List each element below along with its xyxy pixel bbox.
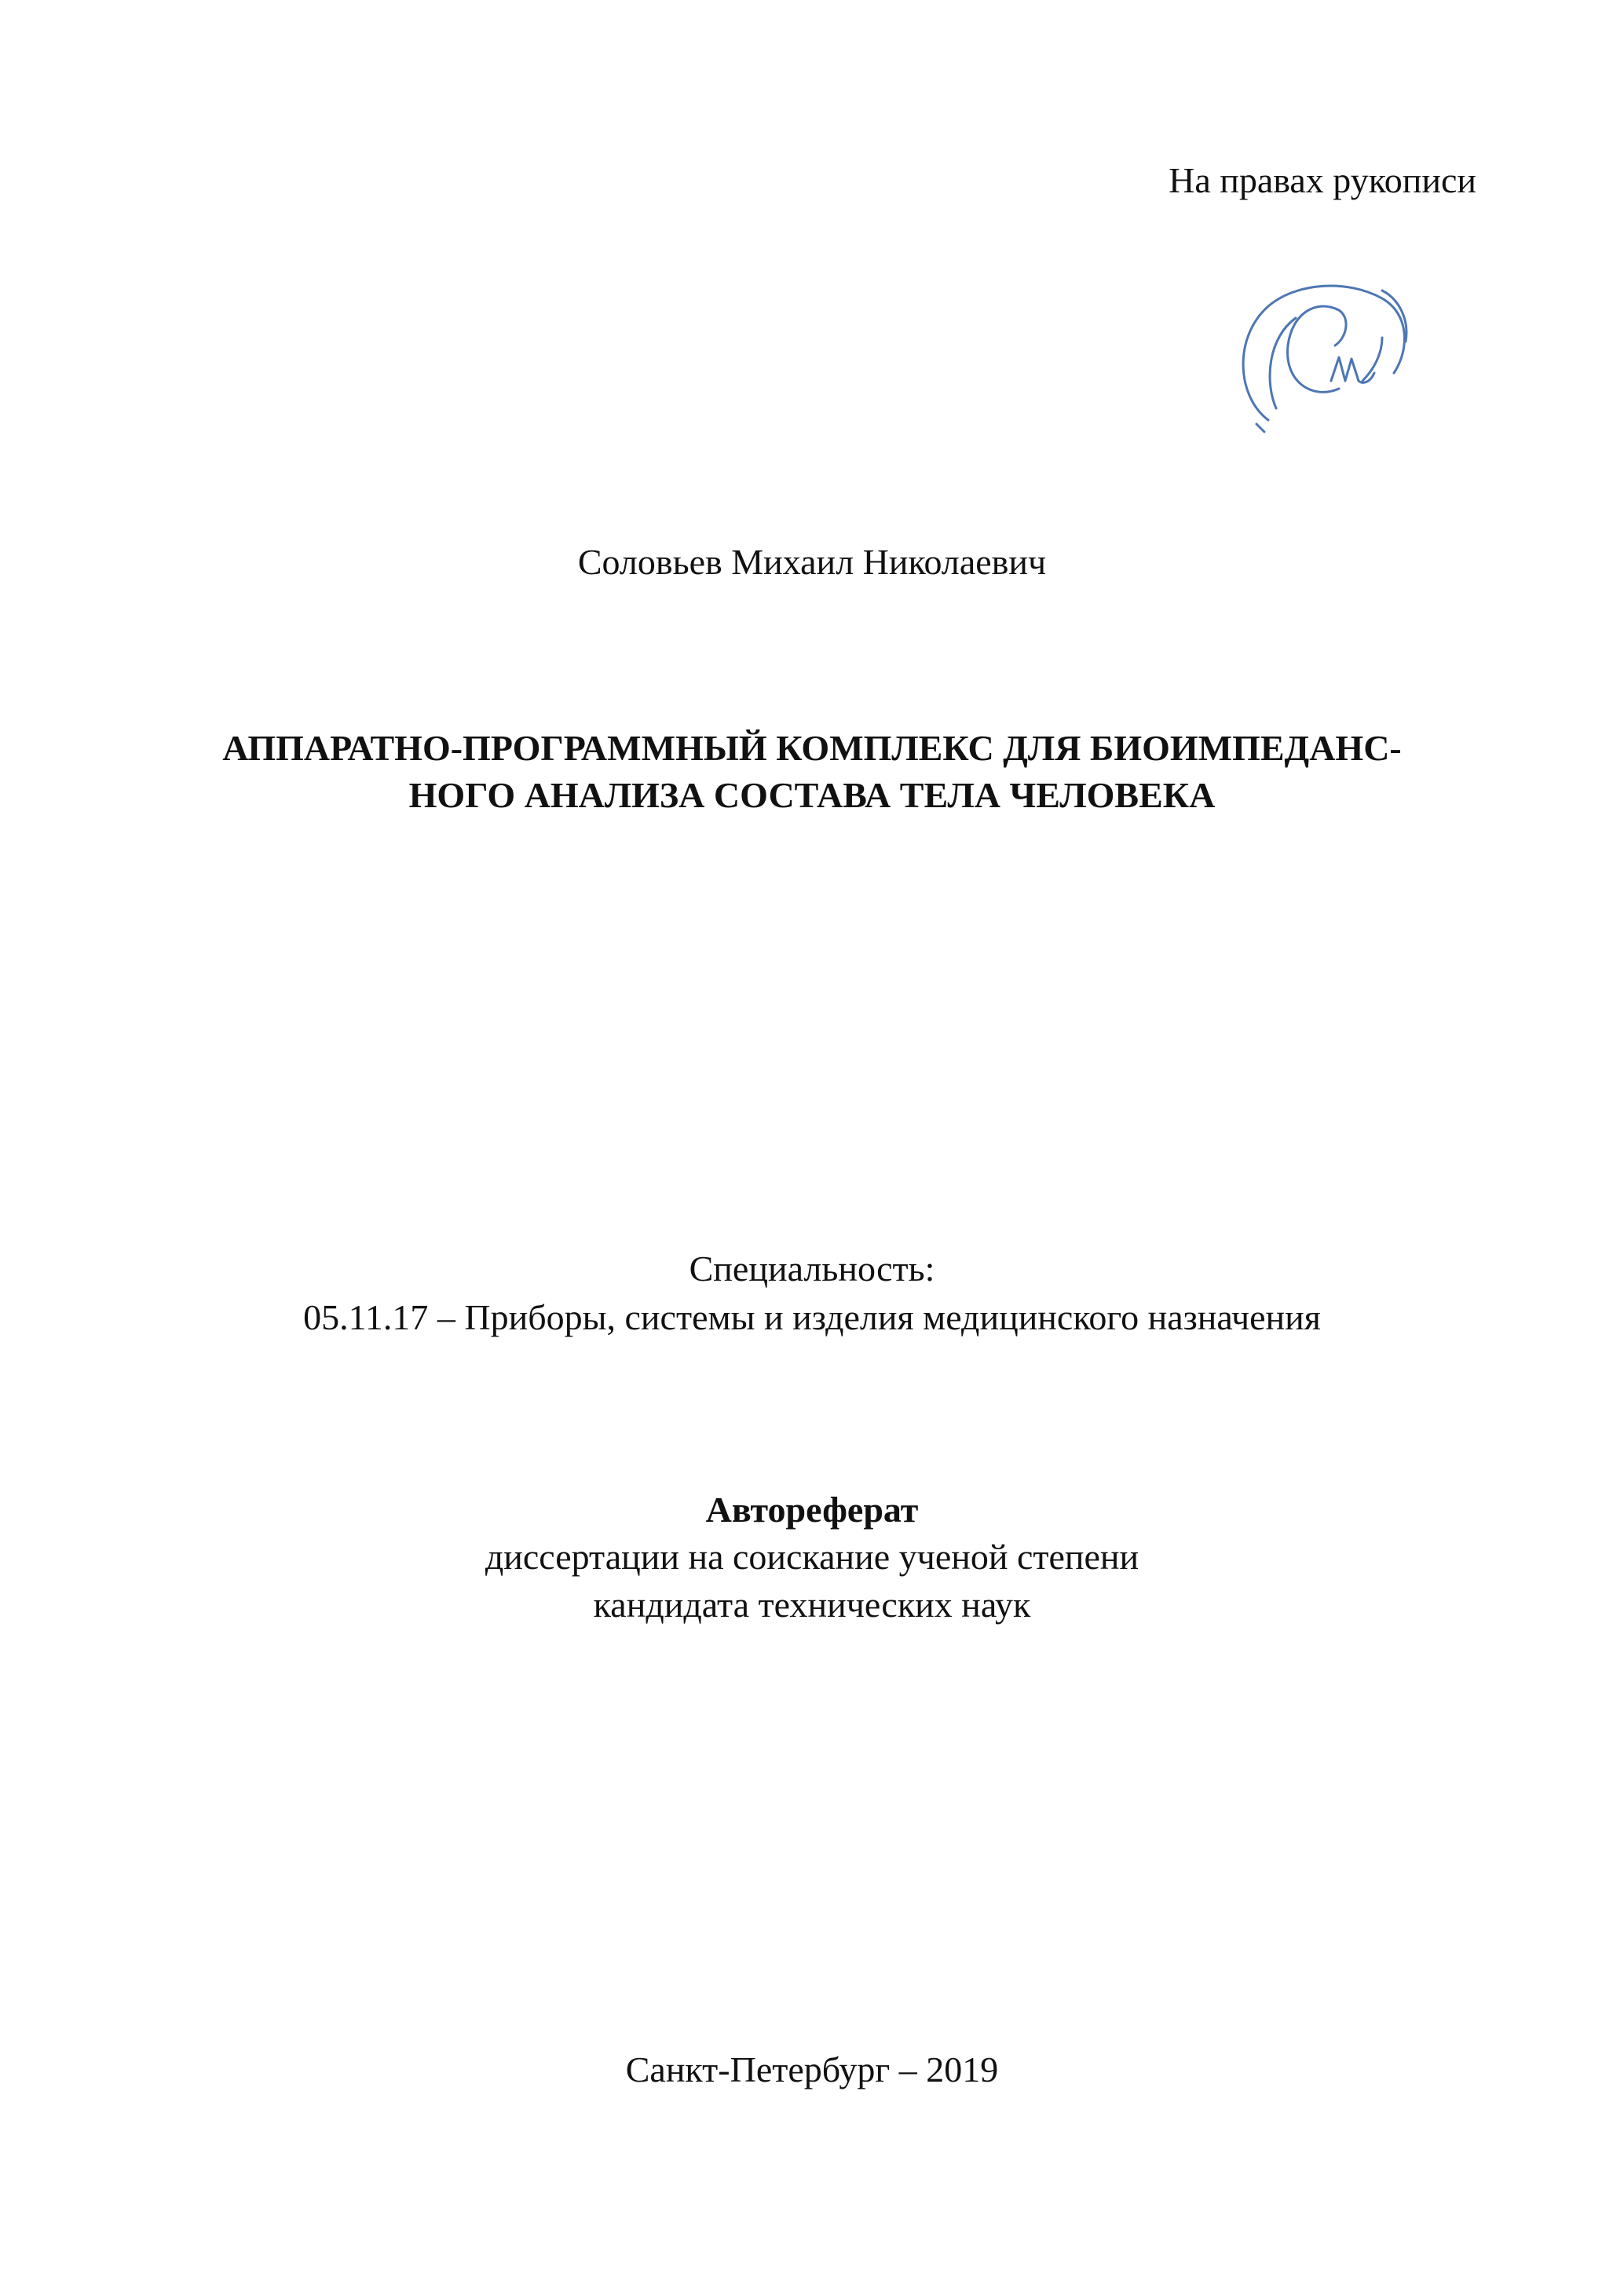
- specialty-label: Специальность:: [689, 1249, 935, 1289]
- abstract-line-2: кандидата технических наук: [593, 1585, 1031, 1625]
- title-line-2: НОГО АНАЛИЗА СОСТАВА ТЕЛА ЧЕЛОВЕКА: [408, 775, 1216, 815]
- manuscript-note: На правах рукописи: [1169, 160, 1476, 200]
- abstract-line-1: диссертации на соискание ученой степени: [485, 1537, 1139, 1577]
- handwritten-signature: [1221, 263, 1417, 436]
- title-line-1: АППАРАТНО-ПРОГРАММНЫЙ КОМПЛЕКС ДЛЯ БИОИМПЕДАНС-: [222, 728, 1402, 768]
- specialty-value: 05.11.17 – Приборы, системы и изделия медицинского назначения: [303, 1297, 1321, 1337]
- abstract-heading: Автореферат: [705, 1490, 919, 1530]
- author-name: Соловьев Михаил Николаевич: [577, 542, 1047, 582]
- place-year: Санкт-Петербург – 2019: [625, 2049, 999, 2089]
